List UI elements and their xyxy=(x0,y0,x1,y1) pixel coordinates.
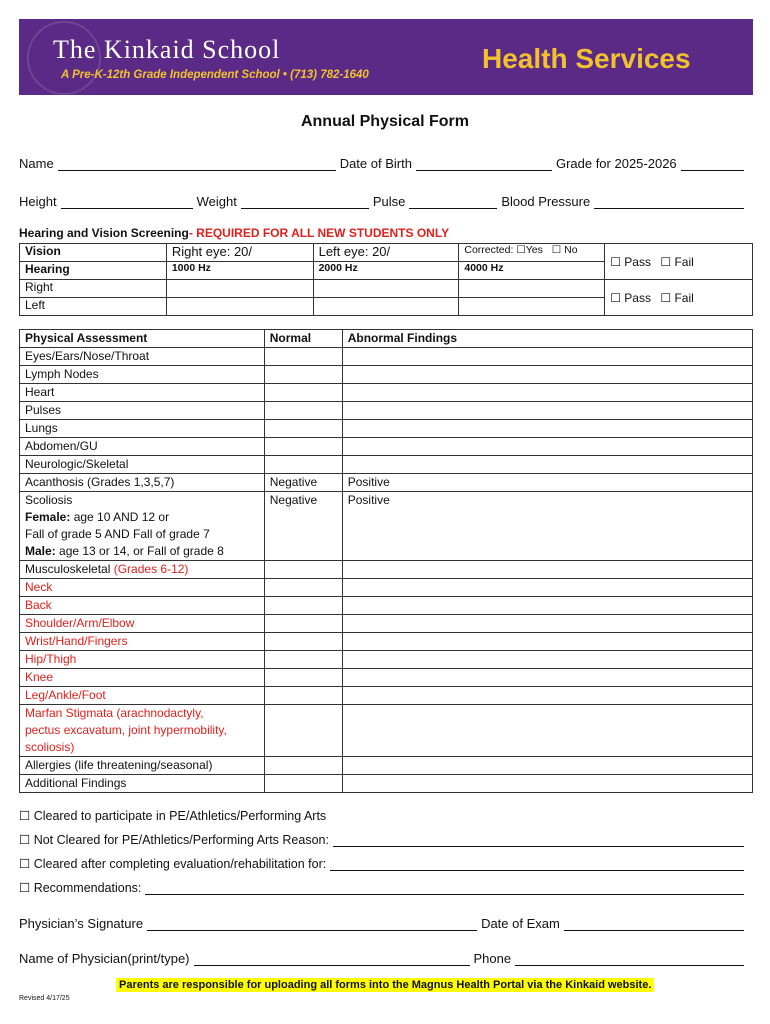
screening-required: REQUIRED FOR ALL NEW STUDENTS ONLY xyxy=(196,226,450,240)
date-exam-field[interactable] xyxy=(564,918,744,931)
normal-cell[interactable] xyxy=(264,757,342,775)
col-normal-header: Normal xyxy=(264,330,342,348)
negative-cell[interactable]: Negative xyxy=(264,474,342,492)
signature-row xyxy=(19,916,744,931)
table-row xyxy=(20,597,753,615)
row-label: Neck xyxy=(20,579,265,597)
vision-pass-checkbox[interactable]: ☐ xyxy=(610,254,621,269)
left-1000-cell[interactable] xyxy=(166,298,313,316)
marfan-row xyxy=(20,705,753,757)
table-row xyxy=(20,366,753,384)
abnormal-cell[interactable] xyxy=(342,615,752,633)
table-row xyxy=(20,633,753,651)
marfan-line-1: Marfan Stigmata (arachnodactyly, xyxy=(25,706,204,720)
after-eval-field[interactable] xyxy=(330,858,744,871)
corrected-label: Corrected: xyxy=(464,244,514,256)
abnormal-cell[interactable] xyxy=(342,757,752,775)
physician-name-field[interactable] xyxy=(194,953,470,966)
abnormal-cell[interactable] xyxy=(342,775,752,793)
scoliosis-female xyxy=(25,509,259,526)
abnormal-cell[interactable] xyxy=(342,579,752,597)
normal-cell[interactable] xyxy=(264,438,342,456)
after-eval-label: Cleared after completing evaluation/rehabilitation for: xyxy=(33,857,327,871)
table-row xyxy=(20,561,753,579)
row-label: Wrist/Hand/Fingers xyxy=(20,633,265,651)
dob-field[interactable] xyxy=(416,158,552,171)
cleared-row xyxy=(19,808,744,823)
table-row xyxy=(20,757,753,775)
table-row xyxy=(20,456,753,474)
hz4000-label: 4000 Hz xyxy=(459,262,605,280)
header-banner xyxy=(19,19,753,95)
table-row xyxy=(20,775,753,793)
table-row xyxy=(20,474,753,492)
normal-cell[interactable] xyxy=(264,456,342,474)
bp-field[interactable] xyxy=(594,196,744,209)
abnormal-cell[interactable] xyxy=(342,651,752,669)
row-label: Eyes/Ears/Nose/Throat xyxy=(20,348,265,366)
normal-cell[interactable] xyxy=(264,669,342,687)
scoliosis-female-2: Fall of grade 5 AND Fall of grade 7 xyxy=(25,527,210,541)
hearing-fail-checkbox[interactable]: ☐ xyxy=(660,290,672,305)
right-eye-cell[interactable]: Right eye: 20/ xyxy=(166,244,313,262)
marfan-line-3: scoliosis) xyxy=(25,740,75,754)
physician-name-row xyxy=(19,951,744,966)
pulse-label: Pulse xyxy=(372,194,406,209)
abnormal-cell[interactable] xyxy=(342,669,752,687)
normal-cell[interactable] xyxy=(264,366,342,384)
name-field[interactable] xyxy=(58,158,336,171)
row-label: Abdomen/GU xyxy=(20,438,265,456)
hearing-pass-fail xyxy=(605,280,753,316)
row-label: Pulses xyxy=(20,402,265,420)
normal-cell[interactable] xyxy=(264,402,342,420)
table-row xyxy=(20,579,753,597)
abnormal-cell[interactable] xyxy=(342,561,752,579)
scoliosis-male xyxy=(25,543,259,560)
vision-row xyxy=(20,244,753,262)
hearing-right-row xyxy=(20,280,753,298)
table-row xyxy=(20,651,753,669)
normal-cell[interactable] xyxy=(264,579,342,597)
not-cleared-label: Not Cleared for PE/Athletics/Performing Arts Reason: xyxy=(33,833,329,847)
normal-cell[interactable] xyxy=(264,705,342,757)
normal-cell[interactable] xyxy=(264,615,342,633)
weight-label: Weight xyxy=(196,194,237,209)
recommend-row xyxy=(19,880,744,895)
physician-sig-field[interactable] xyxy=(147,918,477,931)
after-eval-row xyxy=(19,856,744,871)
positive-cell[interactable]: Positive xyxy=(342,492,752,561)
dob-label: Date of Birth xyxy=(339,156,412,171)
not-cleared-reason-field[interactable] xyxy=(333,834,744,847)
abnormal-cell[interactable] xyxy=(342,348,752,366)
recommend-field[interactable] xyxy=(145,882,744,895)
recommend-label: Recommendations: xyxy=(33,881,142,895)
normal-cell[interactable] xyxy=(264,348,342,366)
scoliosis-label xyxy=(20,492,265,561)
table-row xyxy=(20,687,753,705)
abnormal-cell[interactable] xyxy=(342,438,752,456)
table-row xyxy=(20,402,753,420)
school-name: The Kinkaid School xyxy=(53,35,281,64)
yes-label: Yes xyxy=(525,244,543,256)
name-label: Name xyxy=(19,156,54,171)
not-cleared-checkbox[interactable]: ☐ xyxy=(19,833,34,847)
phone-field[interactable] xyxy=(515,953,744,966)
abnormal-cell[interactable] xyxy=(342,366,752,384)
normal-cell[interactable] xyxy=(264,384,342,402)
hearing-pass-checkbox[interactable]: ☐ xyxy=(610,290,621,305)
normal-cell[interactable] xyxy=(264,420,342,438)
physician-name-label: Name of Physician(print/type) xyxy=(19,951,190,966)
scoliosis-row xyxy=(20,492,753,561)
vision-pass-label: Pass xyxy=(624,254,651,269)
table-row xyxy=(20,420,753,438)
after-eval-checkbox[interactable]: ☐ xyxy=(19,857,34,871)
screening-heading-text: Hearing and Vision Screening xyxy=(19,226,189,240)
pulse-field[interactable] xyxy=(409,196,497,209)
row-label xyxy=(20,561,265,579)
abnormal-cell[interactable] xyxy=(342,633,752,651)
table-row xyxy=(20,348,753,366)
grade-field[interactable] xyxy=(681,158,744,171)
row-label: Shoulder/Arm/Elbow xyxy=(20,615,265,633)
assessment-header-row xyxy=(20,330,753,348)
left-ear-label: Left xyxy=(20,298,167,316)
vision-fail-checkbox[interactable]: ☐ xyxy=(660,254,672,269)
vision-label: Vision xyxy=(20,244,167,262)
table-row xyxy=(20,615,753,633)
abnormal-cell[interactable] xyxy=(342,456,752,474)
row-label: Lungs xyxy=(20,420,265,438)
row-label: Hip/Thigh xyxy=(20,651,265,669)
right-1000-cell[interactable] xyxy=(166,280,313,298)
male-label: Male: xyxy=(25,544,56,558)
normal-cell[interactable] xyxy=(264,687,342,705)
marfan-label xyxy=(20,705,265,757)
form-title: Annual Physical Form xyxy=(300,113,470,130)
row-label: Allergies (life threatening/seasonal) xyxy=(20,757,265,775)
negative-cell[interactable]: Negative xyxy=(264,492,342,561)
scoliosis-title: Scoliosis xyxy=(25,493,73,507)
left-eye-cell[interactable]: Left eye: 20/ xyxy=(313,244,459,262)
normal-cell[interactable] xyxy=(264,597,342,615)
row-label: Additional Findings xyxy=(20,775,265,793)
grade-label: Grade for 2025-2026 xyxy=(555,156,677,171)
upload-notice: Parents are responsible for uploading all forms into the Magnus Health Portal via the Kinkaid website. xyxy=(116,978,654,992)
row-label: Neurologic/Skeletal xyxy=(20,456,265,474)
female-text: age 10 AND 12 or xyxy=(70,510,170,524)
weight-field[interactable] xyxy=(241,196,369,209)
left-2000-cell[interactable] xyxy=(313,298,459,316)
corrected-cell xyxy=(459,244,605,262)
hearing-pass-label: Pass xyxy=(624,290,651,305)
marfan-line-2: pectus excavatum, joint hypermobility, xyxy=(25,723,227,737)
screening-table xyxy=(19,243,753,316)
normal-cell[interactable] xyxy=(264,651,342,669)
female-label: Female: xyxy=(25,510,71,524)
not-cleared-row xyxy=(19,832,744,847)
right-2000-cell[interactable] xyxy=(313,280,459,298)
right-4000-cell[interactable] xyxy=(459,280,605,298)
row-label: Knee xyxy=(20,669,265,687)
vitals-row xyxy=(19,194,744,209)
abnormal-cell[interactable] xyxy=(342,705,752,757)
right-ear-label: Right xyxy=(20,280,167,298)
hearing-label: Hearing xyxy=(20,262,167,280)
abnormal-cell[interactable] xyxy=(342,597,752,615)
table-row xyxy=(20,438,753,456)
date-exam-label: Date of Exam xyxy=(481,916,560,931)
table-row xyxy=(20,669,753,687)
name-row xyxy=(19,156,744,171)
row-label: Lymph Nodes xyxy=(20,366,265,384)
normal-cell[interactable] xyxy=(264,633,342,651)
physician-sig-label: Physician’s Signature xyxy=(19,916,144,931)
bp-label: Blood Pressure xyxy=(501,194,591,209)
hz2000-label: 2000 Hz xyxy=(313,262,459,280)
row-label: Back xyxy=(20,597,265,615)
hz1000-label: 1000 Hz xyxy=(166,262,313,280)
abnormal-cell[interactable] xyxy=(342,384,752,402)
positive-cell[interactable]: Positive xyxy=(342,474,752,492)
no-label: No xyxy=(564,244,578,256)
height-label: Height xyxy=(19,194,57,209)
screening-heading xyxy=(19,226,449,240)
musculo-grades: (Grades 6-12) xyxy=(113,562,189,576)
abnormal-cell[interactable] xyxy=(342,402,752,420)
phone-label: Phone xyxy=(473,951,512,966)
row-label: Heart xyxy=(20,384,265,402)
department-title: Health Services xyxy=(482,43,691,74)
left-4000-cell[interactable] xyxy=(459,298,605,316)
vision-pass-fail xyxy=(605,244,753,280)
table-row xyxy=(20,384,753,402)
vision-fail-label: Fail xyxy=(674,254,694,269)
normal-cell[interactable] xyxy=(264,775,342,793)
cleared-checkbox[interactable]: ☐ xyxy=(19,809,34,823)
recommend-checkbox[interactable]: ☐ xyxy=(19,881,34,895)
hearing-fail-label: Fail xyxy=(674,290,694,305)
school-subtitle: A Pre-K-12th Grade Independent School • (713) 782-1640 xyxy=(61,69,369,81)
no-checkbox[interactable]: ☐ xyxy=(551,244,562,256)
revision-date: Revised 4/17/25 xyxy=(19,995,70,1002)
row-label: Leg/Ankle/Foot xyxy=(20,687,265,705)
physical-assessment-table xyxy=(19,329,753,793)
male-text: age 13 or 14, or Fall of grade 8 xyxy=(55,544,224,558)
abnormal-cell[interactable] xyxy=(342,420,752,438)
col-abnormal-header: Abnormal Findings xyxy=(342,330,752,348)
abnormal-cell[interactable] xyxy=(342,687,752,705)
yes-checkbox[interactable]: ☐ xyxy=(516,244,526,256)
row-label: Acanthosis (Grades 1,3,5,7) xyxy=(20,474,265,492)
height-field[interactable] xyxy=(61,196,193,209)
cleared-label: Cleared to participate in PE/Athletics/Performing Arts xyxy=(33,809,327,823)
musculo-label: Musculoskeletal xyxy=(25,562,114,576)
col-item-header: Physical Assessment xyxy=(20,330,265,348)
screening-dash: - xyxy=(188,226,197,240)
normal-cell[interactable] xyxy=(264,561,342,579)
